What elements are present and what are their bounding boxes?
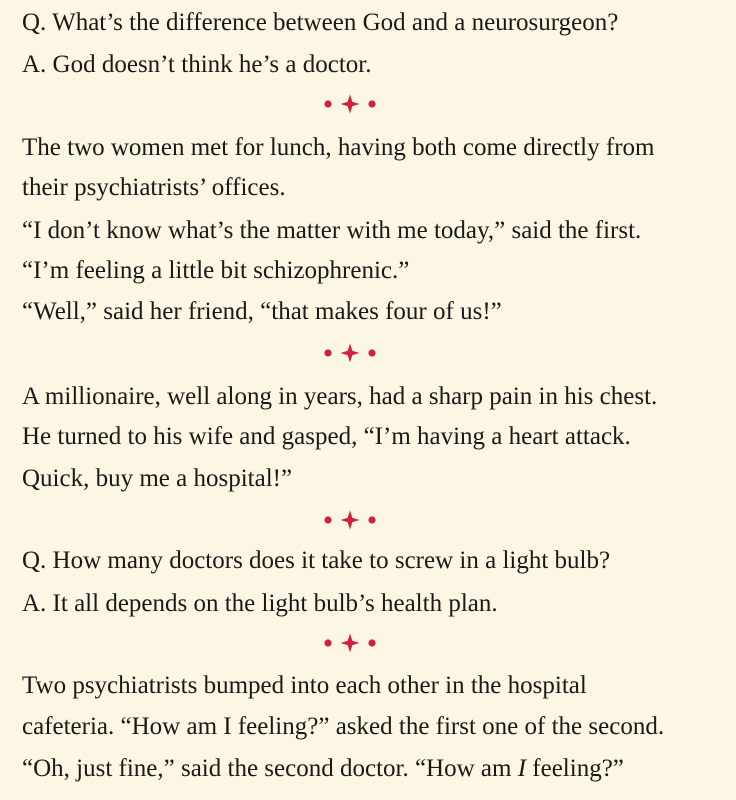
ornament-left-dot (324, 639, 331, 646)
joke-5-line-3 (22, 754, 624, 784)
ornament-left-dot (324, 349, 331, 356)
joke-1-line-2: A. God doesn’t think he’s a doctor. (22, 51, 372, 78)
joke-5-line-3-tail: feeling?” (526, 755, 624, 782)
ornament-right-dot (368, 349, 375, 356)
joke-2-line-5: “Well,” said her friend, “that makes four of us!” (22, 298, 502, 325)
joke-5-line-1: Two psychiatrists bumped into each other in the hospital (22, 672, 587, 699)
joke-1-line-1: Q. What’s the difference between God and a neurosurgeon? (22, 9, 619, 36)
ornament-right-dot (368, 100, 375, 107)
ornament-divider-icon (322, 93, 378, 115)
joke-5-line-3-text: “Oh, just fine,” said the second doctor. “How am (22, 755, 518, 782)
joke-4-line-1: Q. How many doctors does it take to screw in a light bulb? (22, 547, 611, 574)
ornament-star (341, 511, 360, 530)
ornament-star (341, 344, 360, 363)
joke-5-emphasis: I (517, 755, 527, 782)
joke-4-line-2: A. It all depends on the light bulb’s health plan. (22, 590, 498, 617)
joke-5-line-2: cafeteria. “How am I feeling?” asked the first one of the second. (22, 713, 665, 740)
ornament-divider-icon (322, 632, 378, 654)
joke-2-line-3: “I don’t know what’s the matter with me today,” said the first. (22, 217, 642, 244)
joke-2-line-4: “I’m feeling a little bit schizophrenic.” (22, 257, 410, 284)
joke-3-line-2: He turned to his wife and gasped, “I’m having a heart attack. (22, 423, 631, 450)
ornament-divider-icon (322, 509, 378, 531)
ornament-right-dot (368, 516, 375, 523)
ornament-divider-icon (322, 342, 378, 364)
ornament-left-dot (324, 516, 331, 523)
ornament-right-dot (368, 639, 375, 646)
joke-3-line-1: A millionaire, well along in years, had a sharp pain in his chest. (22, 383, 658, 410)
ornament-star (341, 634, 360, 653)
joke-2-line-1: The two women met for lunch, having both come directly from (22, 134, 655, 161)
joke-3-line-3: Quick, buy me a hospital!” (22, 465, 293, 492)
joke-2-line-2: their psychiatrists’ offices. (22, 174, 286, 201)
ornament-left-dot (324, 100, 331, 107)
ornament-star (341, 95, 360, 114)
